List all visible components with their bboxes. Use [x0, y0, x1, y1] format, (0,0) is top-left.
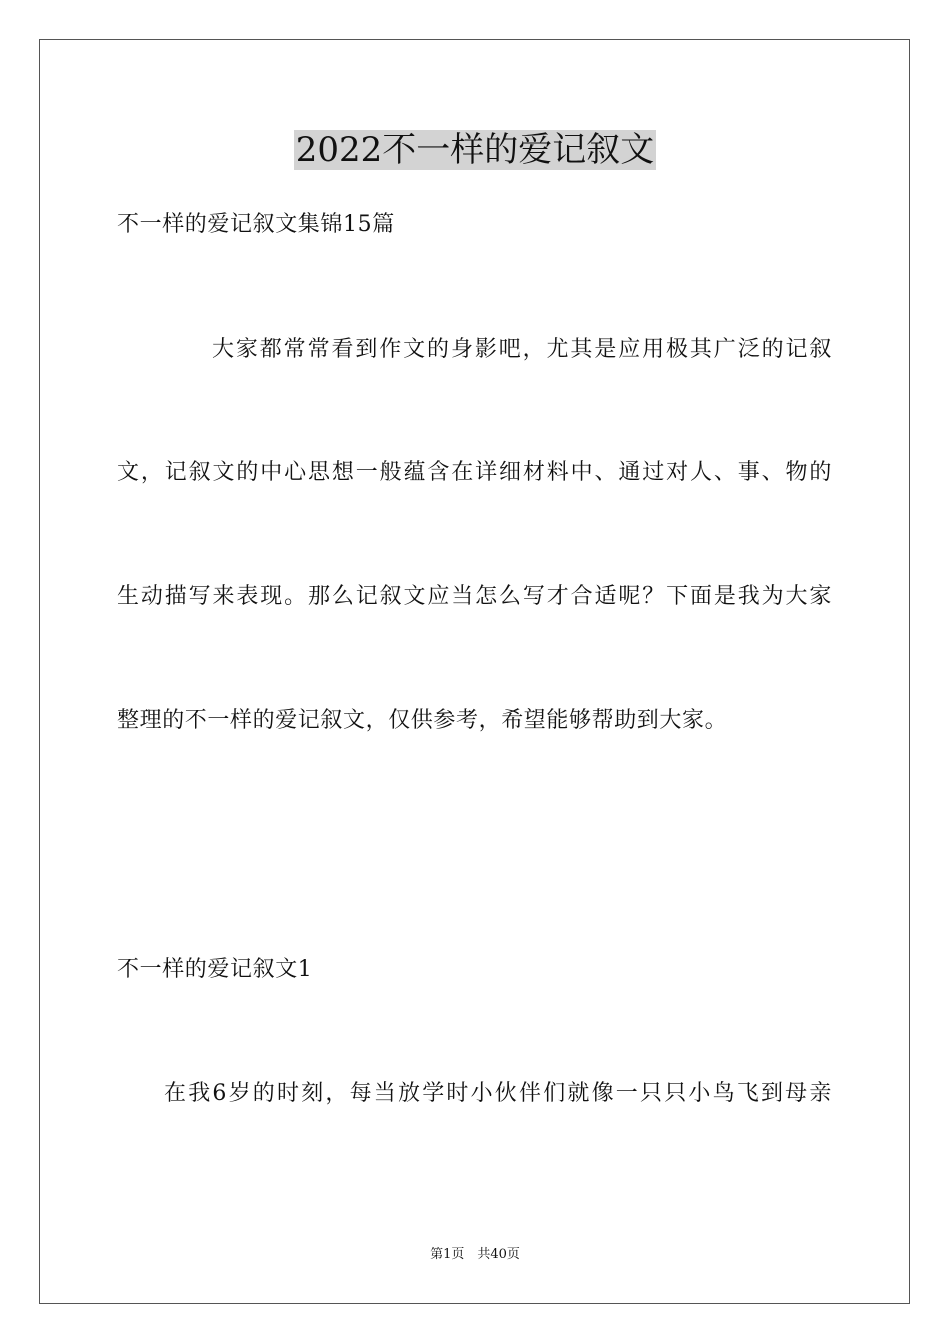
section-heading: 不一样的爱记叙文1 [117, 957, 313, 982]
page-number-footer: 第1页 共40页 [430, 1247, 520, 1262]
intro-paragraph-line-3: 生动描写来表现。那么记叙文应当怎么写才合适呢？下面是我为大家 [117, 584, 832, 609]
section-paragraph-line-1: 在我6岁的时刻，每当放学时小伙伴们就像一只只小鸟飞到母亲 [164, 1081, 832, 1106]
intro-paragraph-line-1: 大家都常常看到作文的身影吧，尤其是应用极其广泛的记叙 [212, 337, 832, 362]
intro-paragraph-line-2: 文，记叙文的中心思想一般蕴含在详细材料中、通过对人、事、物的 [117, 460, 832, 485]
document-title [0, 128, 950, 172]
document-subtitle: 不一样的爱记叙文集锦15篇 [117, 212, 395, 237]
intro-paragraph-line-4: 整理的不一样的爱记叙文，仅供参考，希望能够帮助到大家。 [117, 708, 728, 733]
document-title-text: 2022不一样的爱记叙文 [295, 130, 655, 170]
